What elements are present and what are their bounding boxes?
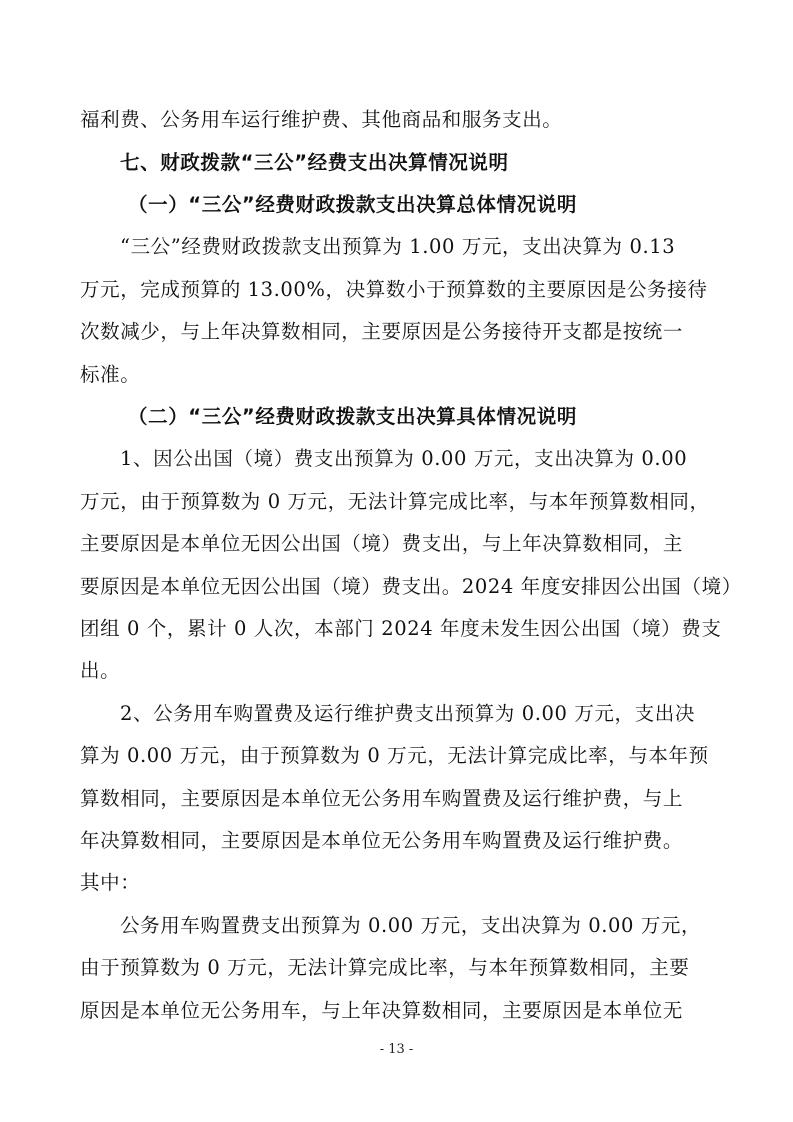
paragraph-line: 算为 0.00 万元，由于预算数为 0 万元，无法计算完成比率，与本年预 [80,744,709,767]
paragraph-line: 算数相同，主要原因是本单位无公务用车购置费及运行维护费，与上 [80,787,684,810]
paragraph-line: 主要原因是本单位无因公出国（境）费支出，与上年决算数相同，主 [80,532,684,555]
paragraph-line: 其中： [80,871,141,894]
paragraph-line: 年决算数相同，主要原因是本单位无公务用车购置费及运行维护费。 [80,829,684,852]
paragraph-line: 万元，由于预算数为 0 万元，无法计算完成比率，与本年预算数相同， [80,490,710,513]
paragraph-line: 万元，完成预算的 13.00%，决算数小于预算数的主要原因是公务接待 [80,278,708,301]
subsection-heading: （一）“三公”经费财政拨款支出决算总体情况说明 [128,193,577,216]
subsection-heading: （二）“三公”经费财政拨款支出决算具体情况说明 [128,405,577,428]
paragraph-line: 原因是本单位无公务用车，与上年决算数相同，主要原因是本单位无 [80,999,684,1022]
paragraph-line: 福利费、公务用车运行维护费、其他商品和服务支出。 [80,108,563,131]
paragraph-line: 要原因是本单位无因公出国（境）费支出。2024 年度安排因公出国（境） [80,575,742,598]
paragraph-line: 标准。 [80,363,141,386]
paragraph-line: 2、公务用车购置费及运行维护费支出预算为 0.00 万元，支出决 [120,702,695,725]
page-number: - 13 - [379,1042,414,1057]
paragraph-line: 团组 0 个，累计 0 人次，本部门 2024 年度未发生因公出国（境）费支 [80,617,722,640]
section-heading: 七、财政拨款“三公”经费支出决算情况说明 [120,151,509,174]
paragraph-line: 1、因公出国（境）费支出预算为 0.00 万元，支出决算为 0.00 [120,447,688,470]
paragraph-line: 出。 [80,659,121,682]
paragraph-line: 由于预算数为 0 万元，无法计算完成比率，与本年预算数相同，主要 [80,956,690,979]
paragraph-line: “三公”经费财政拨款支出预算为 1.00 万元，支出决算为 0.13 [120,235,676,258]
paragraph-line: 公务用车购置费支出预算为 0.00 万元，支出决算为 0.00 万元， [120,914,702,937]
paragraph-line: 次数减少，与上年决算数相同，主要原因是公务接待开支都是按统一 [80,320,684,343]
